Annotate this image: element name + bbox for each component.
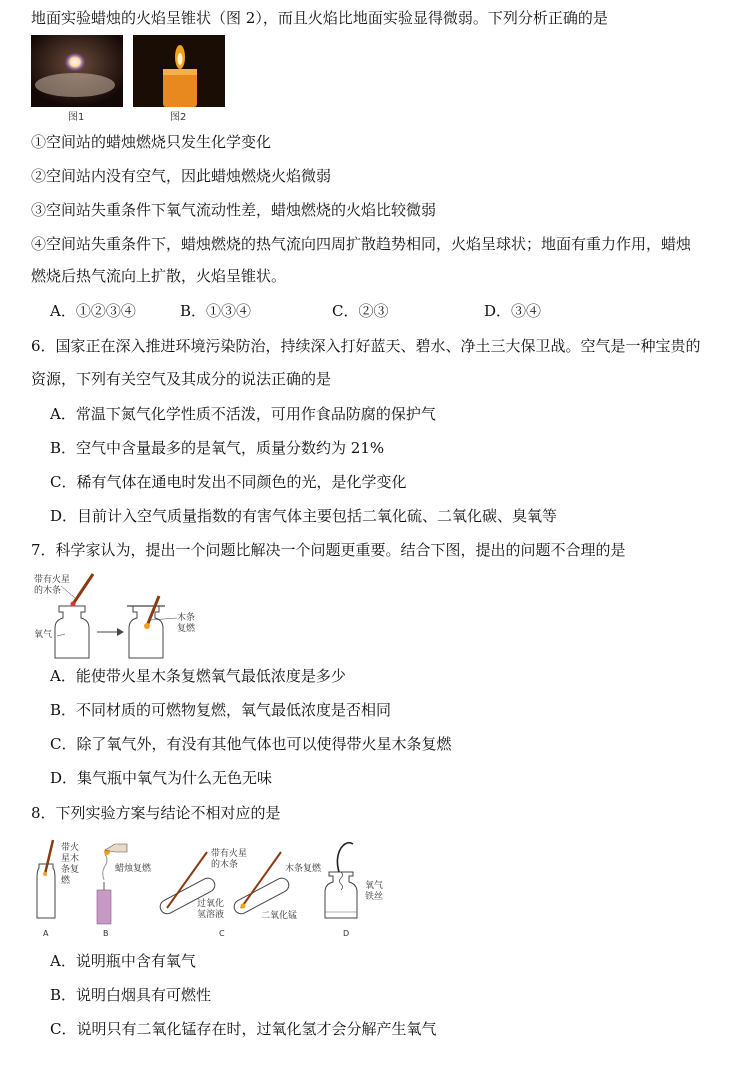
q8-option-c[interactable]: C．说明只有二氧化锰存在时，过氧化氢才会分解产生氧气 (50, 1020, 437, 1038)
q7-option-d[interactable]: D．集气瓶中氧气为什么无色无味 (50, 769, 273, 787)
q8-a-note-l1: 带火 (61, 843, 80, 853)
q8-setup-a (37, 840, 79, 938)
q8-b-note: 蜡烛复燃 (115, 864, 152, 874)
q7-option-a[interactable]: A．能使带火星木条复燃氧气最低浓度是多少 (50, 667, 346, 685)
q6-option-d[interactable]: D．目前计入空气质量指数的有害气体主要包括二氧化硫、二氧化碳、臭氧等 (50, 507, 558, 525)
q7-diagram (31, 570, 231, 664)
q7-label-splint-l1: 带有火星 (34, 575, 71, 585)
q6-option-a[interactable]: A．常温下氮气化学性质不活泼，可用作食品防腐的保护气 (50, 405, 436, 423)
q8-letter-d: D (343, 929, 350, 938)
q7-option-c[interactable]: C．除了氧气外，有没有其他气体也可以使得带火星木条复燃 (50, 735, 452, 753)
q8-c-h2o2-l1: 过氧化 (197, 899, 225, 909)
statement-4-cont: 燃烧后热气流向上扩散，火焰呈锥状。 (31, 267, 287, 285)
q8-option-a[interactable]: A．说明瓶中含有氧气 (50, 952, 196, 970)
q8-a-note-l2: 星木 (61, 854, 80, 864)
q5-option-b[interactable]: B．①③④ (180, 302, 252, 320)
q8-c-splint-l2: 的木条 (211, 860, 239, 870)
q7-option-b[interactable]: B．不同材质的可燃物复燃，氧气最低浓度是否相同 (50, 701, 392, 719)
statement-1: ①空间站的蜡烛燃烧只发生化学变化 (31, 133, 272, 151)
statement-3: ③空间站失重条件下氧气流动性差，蜡烛燃烧的火焰比较微弱 (31, 201, 437, 219)
q8-letter-c: C (219, 929, 225, 938)
q8-c-relight: 木条复燃 (285, 864, 322, 874)
q7-label-relight-l2: 复燃 (177, 624, 196, 634)
q5-option-c[interactable]: C．②③ (332, 302, 389, 320)
q7-label-relight-l1: 木条 (177, 613, 196, 623)
statement-2: ②空间站内没有空气，因此蜡烛燃烧火焰微弱 (31, 167, 332, 185)
q7-label-oxygen: 氧气 (34, 630, 53, 640)
q8-c-h2o2-l2: 氢溶液 (197, 910, 225, 920)
q8-d-oxygen: 氧气 (365, 881, 384, 891)
q8-c-mno2: 二氧化锰 (261, 911, 298, 921)
q8-setup-b (97, 844, 152, 938)
q6-option-b[interactable]: B．空气中含量最多的是氧气，质量分数约为 21% (50, 439, 385, 457)
q8-setup-c (158, 847, 322, 938)
q8-d-wire: 铁丝 (365, 892, 384, 902)
figure-2-caption: 图2 (170, 112, 187, 123)
q5-options (50, 300, 730, 322)
q8-letter-a: A (43, 929, 49, 938)
q6-stem-2: 资源，下列有关空气及其成分的说法正确的是 (31, 370, 332, 388)
intro-line: 地面实验蜡烛的火焰呈锥状（图 2），而且火焰比地面实验显得微弱。下列分析正确的是 (31, 9, 608, 27)
q5-option-d[interactable]: D．③④ (484, 302, 542, 320)
q6-stem-1: 6．国家正在深入推进环境污染防治，持续深入打好蓝天、碧水、净土三大保卫战。空气是一种宝贵的 (31, 337, 701, 355)
q5-option-a[interactable]: A．①②③④ (50, 302, 136, 320)
figure-1-photo (31, 35, 123, 107)
q8-c-splint-l1: 带有火星 (211, 849, 248, 859)
q8-a-note-l4: 燃 (61, 876, 71, 886)
q7-stem: 7．科学家认为，提出一个问题比解决一个问题更重要。结合下图，提出的问题不合理的是 (31, 541, 626, 559)
figure-1-caption: 图1 (68, 112, 85, 123)
q6-option-c[interactable]: C．稀有气体在通电时发出不同颜色的光，是化学变化 (50, 473, 407, 491)
q8-option-b[interactable]: B．说明白烟具有可燃性 (50, 986, 212, 1004)
figure-2-photo (133, 35, 225, 107)
q8-diagram (31, 838, 391, 940)
q8-letter-b: B (103, 929, 109, 938)
q8-stem: 8．下列实验方案与结论不相对应的是 (31, 804, 281, 822)
q8-setup-d (325, 843, 383, 938)
q7-label-splint-l2: 的木条 (34, 586, 62, 596)
q8-a-note-l3: 条复 (61, 865, 80, 875)
statement-4: ④空间站失重条件下，蜡烛燃烧的热气流向四周扩散趋势相同，火焰呈球状；地面有重力作用，蜡烛 (31, 235, 692, 253)
